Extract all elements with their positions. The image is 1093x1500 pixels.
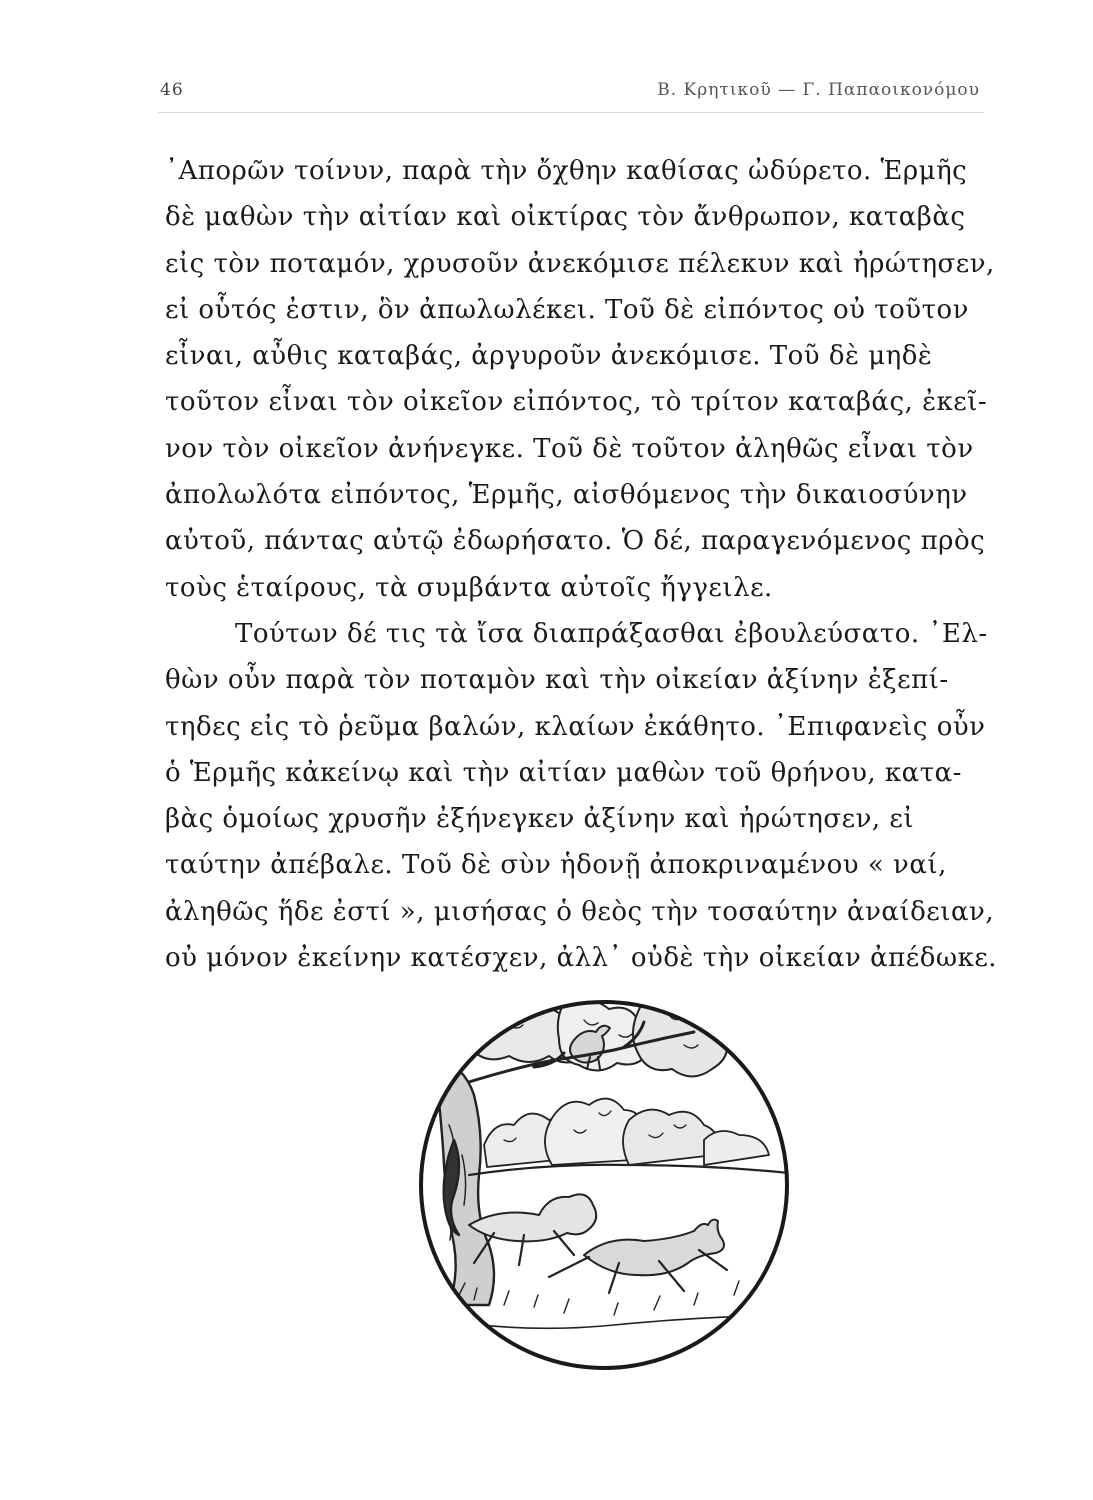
text-line: αὐτοῦ, πάντας αὐτῷ ἐδωρήσατο. Ὁ δέ, παραγενόμενος πρὸς (165, 526, 986, 557)
page-number: 46 (160, 80, 184, 100)
text-line: ἀπολωλότα εἰπόντος, Ἑρμῆς, αἰσθόμενος τὴν δικαιοσύνην (165, 480, 968, 511)
text-line: εἶναι, αὖθις καταβάς, ἀργυροῦν ἀνεκόμισε. Τοῦ δὲ μηδὲ (165, 341, 933, 372)
paragraph-2 (165, 611, 998, 981)
vignette-illustration (414, 995, 794, 1375)
running-head: Β. Κρητικοῦ — Γ. Παπαοικονόμου (657, 80, 980, 100)
text-line: τηδες εἰς τὸ ῥεῦμα βαλών, κλαίων ἐκάθητο. ᾿Επιφανεὶς οὖν (165, 711, 986, 742)
text-line: ταύτην ἀπέβαλε. Τοῦ δὲ σὺν ἡδονῇ ἀποκριναμένου « ναί, (165, 850, 947, 881)
text-line: οὐ μόνον ἐκείνην κατέσχεν, ἀλλ᾿ οὐδὲ τὴν οἰκείαν ἀπέδωκε. (165, 943, 998, 974)
page-header (160, 80, 980, 104)
ground-line (469, 1165, 789, 1175)
text-line: δὲ μαθὼν τὴν αἰτίαν καὶ οἰκτίρας τὸν ἄνθρωπον, καταβὰς (165, 202, 966, 233)
paragraph-1 (165, 148, 995, 611)
distant-bushes (484, 1099, 769, 1167)
text-line: εἰς τὸν ποταμόν, χρυσοῦν ἀνεκόμισε πέλεκυν καὶ ἠρώτησεν, (165, 248, 995, 279)
text-line: νον τὸν οἰκεῖον ἀνήνεγκε. Τοῦ δὲ τοῦτον ἀληθῶς εἶναι τὸν (165, 433, 974, 464)
text-line: Τούτων δέ τις τὰ ἴσα διαπράξασθαι ἐβουλεύσατο. ᾿Ελ- (235, 618, 988, 649)
text-line: θὼν οὖν παρὰ τὸν ποταμὸν καὶ τὴν οἰκείαν ἀξίνην ἐξεπί- (165, 665, 949, 696)
body-text (165, 148, 998, 981)
text-line: ὁ Ἑρμῆς κἀκείνῳ καὶ τὴν αἰτίαν μαθὼν τοῦ θρήνου, κατα- (165, 757, 962, 788)
text-line: ἀληθῶς ἥδε ἐστί », μισήσας ὁ θεὸς τὴν τοσαύτην ἀναίδειαν, (165, 896, 995, 927)
text-line: ᾿Απορῶν τοίνυν, παρὰ τὴν ὄχθην καθίσας ὠδύρετο. Ἑρμῆς (165, 156, 968, 186)
header-rule (158, 112, 984, 113)
text-line: τοὺς ἑταίρους, τὰ συμβάντα αὐτοῖς ἤγγειλε. (165, 572, 773, 603)
text-line: τοῦτον εἶναι τὸν οἰκεῖον εἰπόντος, τὸ τρίτον καταβάς, ἐκεῖ- (165, 387, 988, 418)
tree-trunk (434, 1055, 494, 1305)
text-line: βὰς ὁμοίως χρυσῆν ἐξήνεγκεν ἀξίνην καὶ ἠρώτησεν, εἰ (165, 804, 915, 835)
text-line: εἰ οὗτός ἐστιν, ὃν ἀπωλωλέκει. Τοῦ δὲ εἰπόντος οὐ τοῦτον (165, 294, 969, 325)
